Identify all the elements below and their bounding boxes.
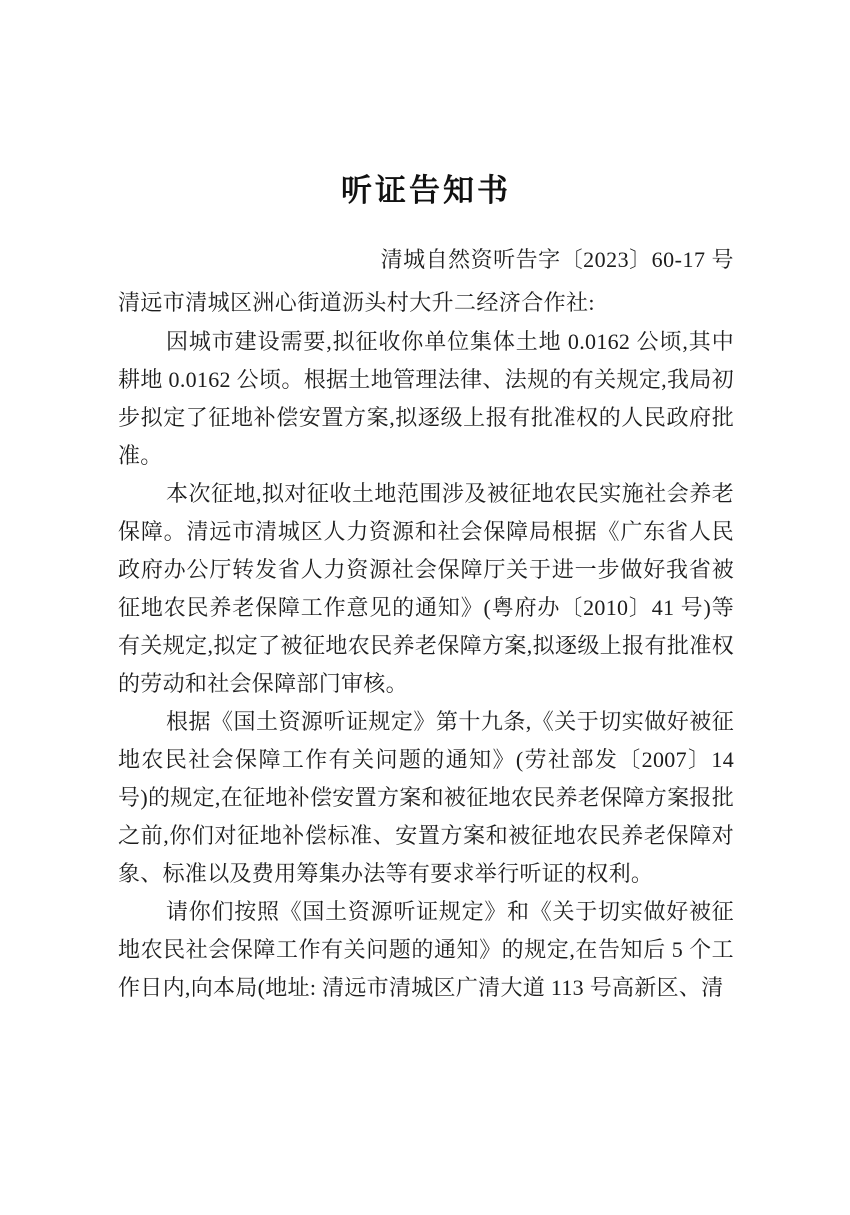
page-title: 听证告知书 — [341, 173, 511, 208]
paragraph-1: 因城市建设需要,拟征收你单位集体土地 0.0162 公顷,其中耕地 0.0162 公顷。根据土地管理法律、法规的有关规定,我局初步拟定了征地补偿安置方案,拟逐级上报有批准权的人民政府批准。 — [118, 329, 734, 469]
document-number: 清城自然资听告字〔2023〕60-17 号 — [380, 247, 734, 273]
recipient-line: 清远市清城区洲心街道沥头村大升二经济合作社: — [118, 289, 595, 315]
paragraph-4: 请你们按照《国土资源听证规定》和《关于切实做好被征地农民社会保障工作有关问题的通知》的规定,在告知后 5 个工作日内,向本局(地址: 清远市清城区广清大道 113 号高新区、清 — [118, 899, 734, 1001]
paragraph-3: 根据《国土资源听证规定》第十九条,《关于切实做好被征地农民社会保障工作有关问题的通知》(劳社部发〔2007〕14 号)的规定,在征地补偿安置方案和被征地农民养老保障方案报批之前,你们对征地补偿标准、安置方案和被征地农民养老保障对象、标准以及费用筹集办法等有要求举行听证的权利。 — [118, 709, 734, 887]
document-body — [118, 0, 734, 1007]
paragraph-2: 本次征地,拟对征收土地范围涉及被征地农民实施社会养老保障。清远市清城区人力资源和社会保障局根据《广东省人民政府办公厅转发省人力资源社会保障厅关于进一步做好我省被征地农民养老保障工作意见的通知》(粤府办〔2010〕41 号)等有关规定,拟定了被征地农民养老保障方案,拟逐级上报有批准权的劳动和社会保障部门审核。 — [118, 481, 734, 697]
